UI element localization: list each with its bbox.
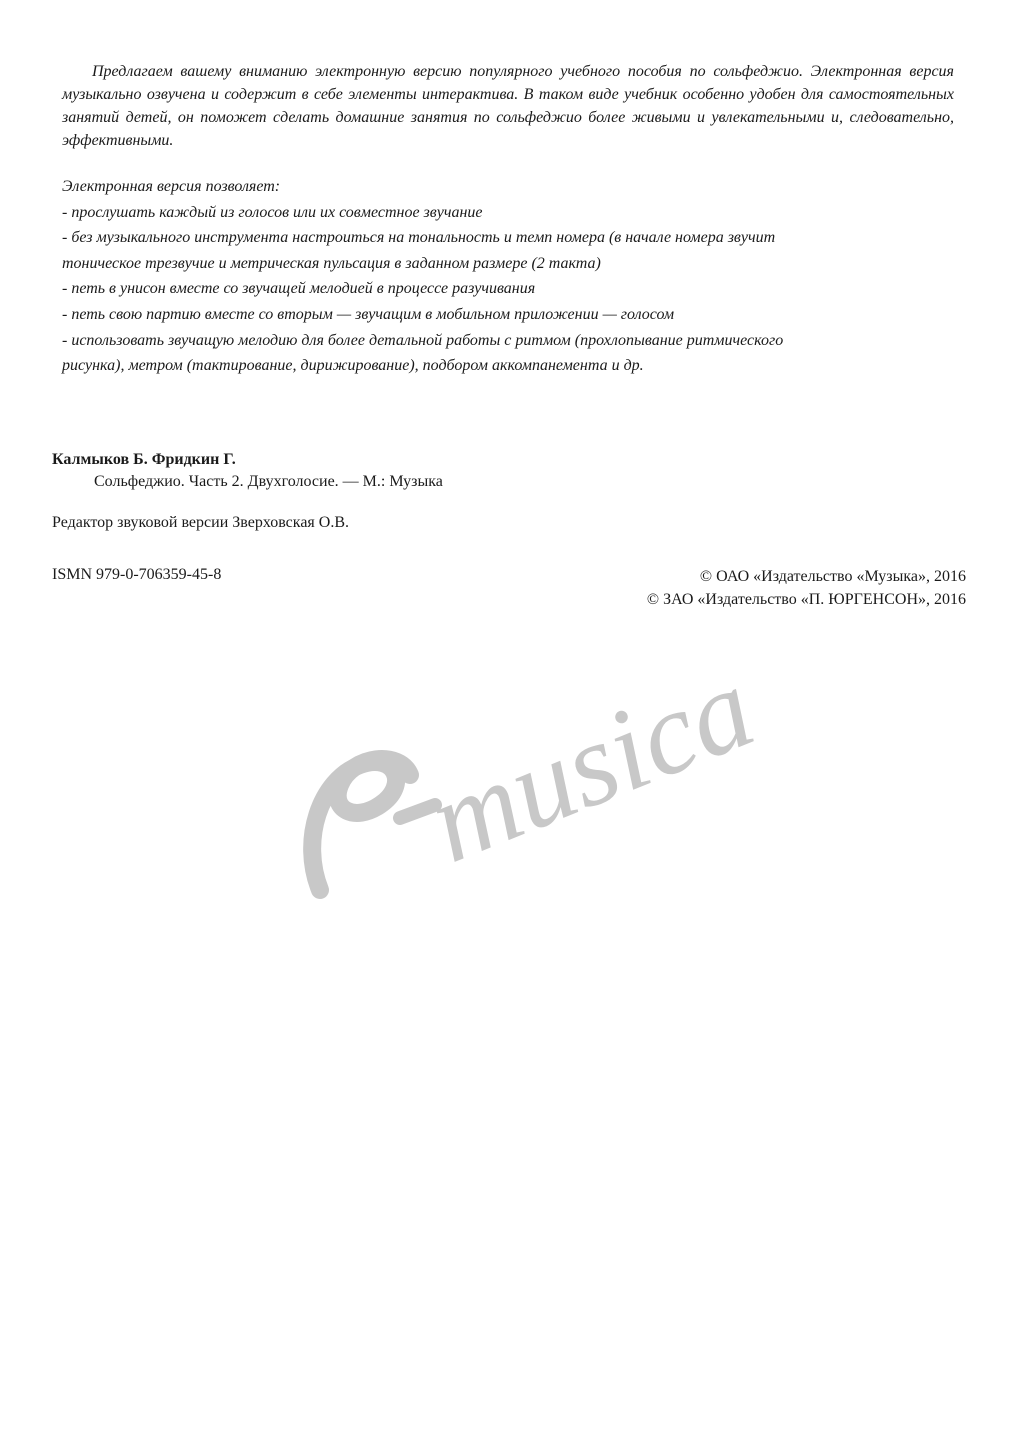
copyright-line: © ОАО «Издательство «Музыка», 2016 [699,568,966,585]
ismn-number: ISMN 979-0-706359-45-8 [52,566,222,583]
feature-line: - прослушать каждый из голосов или их совместное звучание [62,203,483,221]
features-block [62,174,962,379]
biblio-title: Сольфеджио. Часть 2. Двухголосие. — М.: Музыка [94,473,443,490]
e-musica-watermark-logo [260,560,780,920]
watermark-dash [400,805,435,818]
feature-line: - петь свою партию вместе со вторым — звучащим в мобильном приложении — голосом [62,305,675,323]
features-heading: Электронная версия позволяет: [62,178,281,195]
biblio-authors: Калмыков Б. Фридкин Г. [52,451,236,468]
editor-credit: Редактор звуковой версии Зверховская О.В. [52,514,349,531]
watermark-text: musica [411,640,771,888]
feature-line: - использовать звучащую мелодию для более детальной работы с ритмом (прохлопывание ритмического [62,331,784,349]
copyright-line: © ЗАО «Издательство «П. ЮРГЕНСОН», 2016 [646,591,966,608]
feature-line: - петь в унисон вместе со звучащей мелодией в процессе разучивания [62,280,536,298]
intro-paragraph: Предлагаем вашему вниманию электронную версию популярного учебного пособия по сольфеджио. Электронная версия музыкально озвучена и содержит в себе элементы интерактива. В таком виде учебник особенно удобен для самостоятельных занятий детей, он поможет сделать домашние занятия по сольфеджио более живыми и увлекательными и, следовательно, эффективными. [62,63,954,149]
copyright-block [647,565,966,611]
feature-line: - без музыкального инструмента настроиться на тональность и темп номера (в начале номера звучит [62,229,776,247]
watermark-e-loop [312,759,410,890]
feature-line: тоническое трезвучие и метрическая пульсация в заданном размере (2 такта) [62,254,601,272]
feature-line: рисунка), метром (тактирование, дирижирование), подбором аккомпанемента и др. [62,357,644,375]
